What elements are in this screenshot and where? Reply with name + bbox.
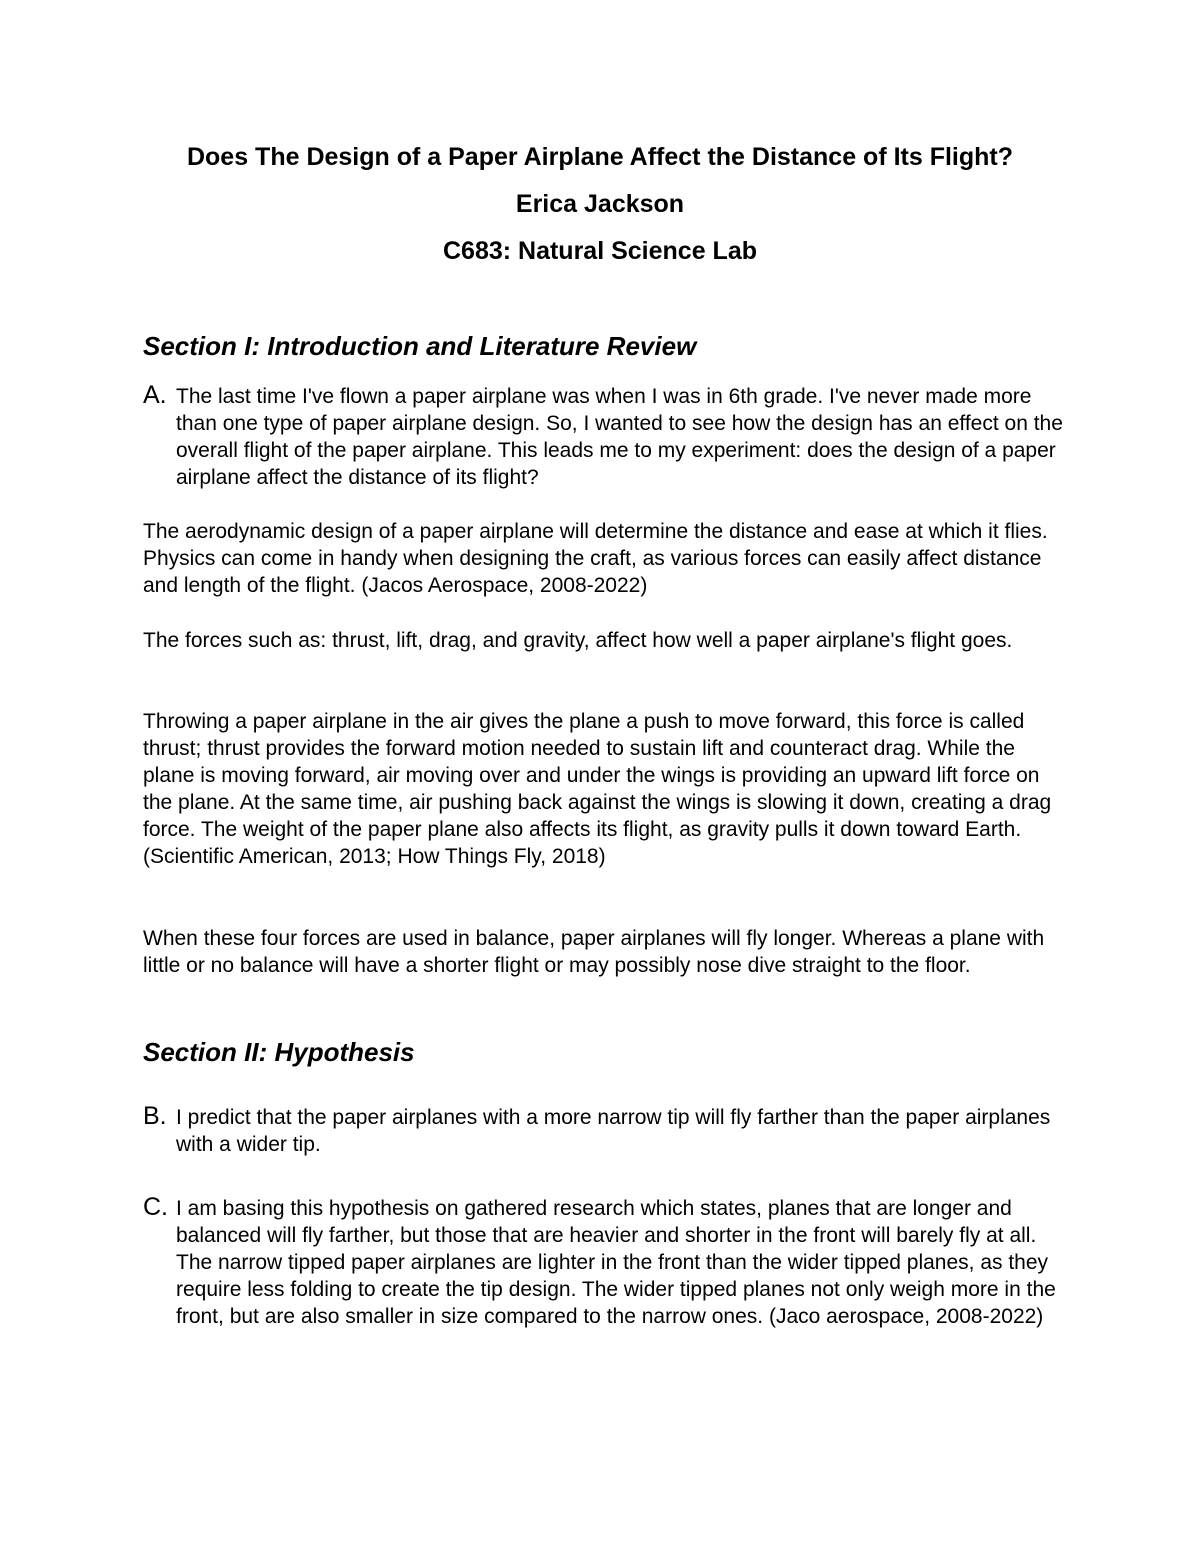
item-c-text: I am basing this hypothesis on gathered research which states, planes that are longer and balanced will fly farther, but those that are heavier and shorter in the front will barely fly at all. The narrow tipped paper airplanes are lighter in the front than the wider tipped planes, as they require less folding to create the tip design. The wider tipped planes not only weigh more in the front, but are also smaller in size compared to the narrow ones. (Jaco aerospace, 2008-2022) — [176, 1197, 1056, 1328]
item-b — [143, 1104, 1068, 1158]
item-c — [143, 1195, 1068, 1330]
paragraph-balance: When these four forces are used in balance, paper airplanes will fly longer. Whereas a plane with little or no balance will have a shorter flight or may possibly nose dive straight to the floor. — [143, 927, 1045, 977]
section-2-heading: Section II: Hypothesis — [143, 1037, 415, 1067]
course-name: C683: Natural Science Lab — [442, 237, 757, 265]
paragraph-forces: The forces such as: thrust, lift, drag, and gravity, affect how well a paper airplane's flight goes. — [143, 629, 1013, 652]
item-a-text: The last time I've flown a paper airplane was when I was in 6th grade. I've never made more than one type of paper airplane design. So, I wanted to see how the design has an effect on the overall flight of the paper airplane. This leads me to my experiment: does the design of a paper airplane affect the distance of its flight? — [176, 385, 1063, 489]
section-1-heading: Section I: Introduction and Literature Review — [143, 331, 697, 361]
item-b-text: I predict that the paper airplanes with a more narrow tip will fly farther than the paper airplanes with a wider tip. — [176, 1106, 1051, 1156]
document-title: Does The Design of a Paper Airplane Affect the Distance of Its Flight? — [186, 143, 1014, 171]
paragraph-thrust-lift-drag: Throwing a paper airplane in the air gives the plane a push to move forward, this force is called thrust; thrust provides the forward motion needed to sustain lift and counteract drag. While the plane is moving forward, air moving over and under the wings is providing an upward lift force on the plane. At the same time, air pushing back against the wings is slowing it down, creating a drag force. The weight of the paper plane also affects its flight, as gravity pulls it down toward Earth. (Scientific American, 2013; How Things Fly, 2018) — [143, 710, 1052, 868]
item-a — [143, 383, 1068, 491]
item-b-marker: B. — [143, 1102, 167, 1130]
item-c-marker: C. — [143, 1193, 168, 1221]
item-a-marker: A. — [143, 381, 167, 409]
paragraph-aerodynamic-design: The aerodynamic design of a paper airplane will determine the distance and ease at which it flies. Physics can come in handy when designing the craft, as various forces can easily affect distance and length of the flight. (Jacos Aerospace, 2008-2022) — [143, 520, 1048, 597]
title-block — [0, 141, 1200, 282]
author-name: Erica Jackson — [515, 190, 685, 218]
